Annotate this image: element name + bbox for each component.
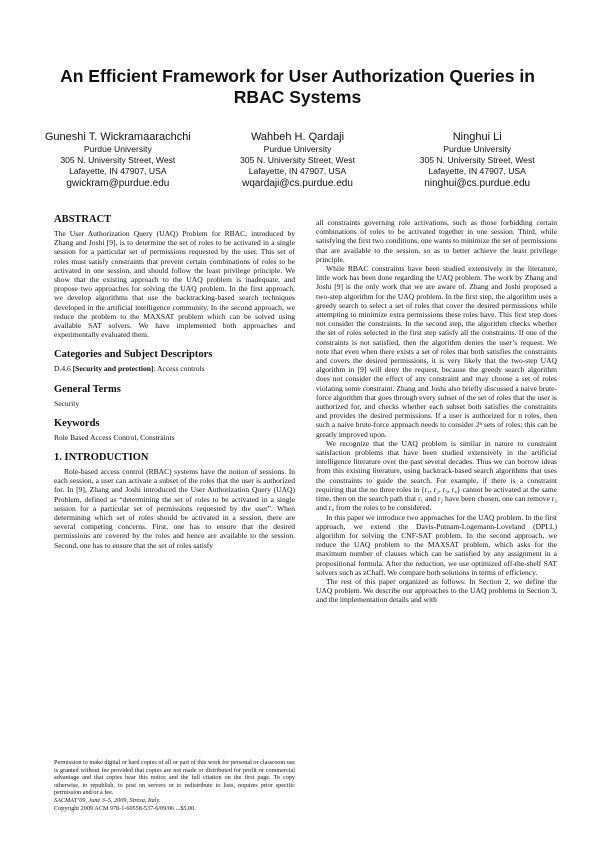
categories-heading: Categories and Subject Descriptors [54, 349, 213, 361]
author-affiliation: Purdue University [83, 144, 152, 154]
author-address: 305 N. University Street, West [240, 155, 355, 165]
body-paragraph: The rest of this paper organized as follows: In Section 2, we define the UAQ problem. We describe our approaches to the UAQ problems in Section 3, and the implementation details and with [316, 576, 557, 605]
author-3 [389, 131, 565, 190]
left-column [54, 214, 295, 550]
body-paragraph: In this paper we introduce two approaches for the UAQ problem. In the first approach, we extend the Davis-Putnam-Logemann-Loveland (DPLL) algorithm for solving the CNF-SAT problem. In the second approach, we reduce the UAQ problem to the MAXSAT problem, which asks for the maximum number of clauses which can be satisfied by any assignment in a propositional formula. After the reduction, we use optimized off-the-shelf SAT solvers such as zChaff. We compare both solutions in terms of efficiency. [316, 512, 557, 577]
author-email: ninghui@cs.purdue.edu [424, 178, 531, 189]
introduction-heading: 1. INTRODUCTION [54, 452, 149, 464]
author-2 [210, 131, 386, 190]
copyright-line: Copyright 2009 ACM 978-1-60558-537-6/09/06 ...$5.00. [54, 804, 196, 812]
author-address: Lafayette, IN 47907, USA [248, 166, 347, 176]
copyright-notice [54, 759, 295, 812]
author-block [30, 131, 565, 190]
author-name: Ninghui Li [452, 131, 502, 143]
author-affiliation: Purdue University [443, 144, 512, 154]
venue-text: SACMAT’09, June 3–5, 2009, Stresa, Italy. [54, 796, 161, 804]
right-column [316, 218, 557, 605]
keywords-heading: Keywords [54, 417, 100, 429]
general-terms-heading: General Terms [54, 383, 121, 395]
author-address: 305 N. University Street, West [419, 155, 535, 165]
permission-text: Permission to make digital or hard copies of all or part of this work for personal or classroom use is granted without fee provided that copies are not made or distributed for profit or commercial advantage and that copies bear this notice and the full citation on the first page. To copy otherwise, to republish, to post on servers or to redistribute to lists, requires prior specific permission and/or a fee. [54, 759, 295, 797]
author-email: gwickram@purdue.edu [66, 178, 170, 189]
keywords-text: Role Based Access Control, Constraints [54, 432, 175, 442]
body-paragraph: While RBAC constraints have been studied extensively in the literature, little work has been done regarding the UAQ problem. The work by Zhang and Joshi [9] is the only work that we are aware of. Zhang and Joshi proposed a two-step algorithm for the UAQ problem. In the first step, the algorithm uses a greedy search to select a set of roles that cover the desired permissions while attempting to minimize extra permissions these roles have. This first step does not consider the constraints. In the second step, the algorithm checks whether the set of roles selected in the first step satisfy all the constraints. If one of the constraints is not satisfied, then the algorithm denies the user’s request. We note that even when there exists a set of roles that both satisfies the constraints and covers the desired permissions, it is very likely that the two-step UAQ algorithm in [9] will deny the request, because the greedy search algorithm does not consider the effect of any constraint and may choose a set of roles violating some constraint. Zhang and Joshi also briefly discussed a naive brute-force algorithm that goes through every subset of the set of roles that the user is authorized for, and checks whether each subset both satisfies the constraints and provides the desired permissions. If a user is authorized for n roles, then such a naive brute-force approach needs to consider 2ⁿ sets of roles; this can be greatly improved upon. [316, 264, 557, 439]
author-email: wqardaji@cs.purdue.edu [242, 178, 353, 189]
body-paragraph: all constraints governing role activations, such as those forbidding certain combinations of roles to be activated together in one session. Third, while satisfying the first two conditions, one wants to minimize the set of permissions that are available to the session, so as to better achieve the least privilege principle. [316, 218, 557, 264]
author-affiliation: Purdue University [263, 144, 332, 154]
general-terms-text: Security [54, 398, 80, 408]
abstract-heading: ABSTRACT [54, 214, 112, 225]
paper-title: An Efficient Framework for User Authorization Queries in RBAC Systems [60, 66, 535, 107]
author-address: 305 N. University Street, West [60, 155, 176, 165]
author-1 [30, 131, 206, 190]
introduction-paragraph: Role-based access control (RBAC) systems have the notion of sessions. In each session, a user can activate a subset of the roles that the user is authorized for. In [9], Zhang and Joshi introduced the User Authorization Query (UAQ) Problem, defined as “determining the set of roles to be activated in a single session for a particular set of permissions requested by the user”. When determining which set of roles should be activated in a session, there are several competing concerns. First, one has to ensure that the desired permissions are covered by the roles and hence are available to the session. Second, one has to ensure that the set of roles satisfy [54, 467, 295, 550]
author-name: Guneshi T. Wickramaarachchi [44, 131, 191, 143]
abstract-text: The User Authorization Query (UAQ) Problem for RBAC, introduced by Zhang and Joshi [9], is to determine the set of roles to be activated in a single session for a particular set of permissions requested by the user. This set of roles must satisfy constraints that prevent certain combinations of roles to be activated in one session, and should follow the least privilege principle. We show that the existing approach to the UAQ problem is inadequate, and propose two approaches for solving the UAQ problem. In the first approach, we develop algorithms that use the backtracking-based search techniques developed in the artificial intelligence community. In the second approach, we reduce the problem to the MAXSAT problem which can be solved using available SAT solvers. We have implemented both approaches and experimentally evaluated them. [54, 229, 295, 340]
categories-text: D.4.6 [Security and protection]: Access controls [54, 364, 205, 374]
body-paragraph: We recognize that the UAQ problem is similar in nature to constraint satisfaction problems that have been studied extensively in the artificial intelligence literature over the past several decades. Thus we can borrow ideas from this existing literature, using backtrack-based search algorithms that uses the constraints to guide the search. For example, if there is a constraint requiring that the no three roles in {r₁, r₂, r₃, r₄} cannot be activated at the same time, then on the search path that r₁ and r₂ have been chosen, one can remove r₃ and r₄ from the roles to be considered. [316, 438, 557, 513]
author-address: Lafayette, IN 47907, USA [69, 166, 167, 176]
author-address: Lafayette, IN 47907, USA [428, 166, 526, 176]
author-name: Wahbeh H. Qardaji [250, 131, 345, 143]
